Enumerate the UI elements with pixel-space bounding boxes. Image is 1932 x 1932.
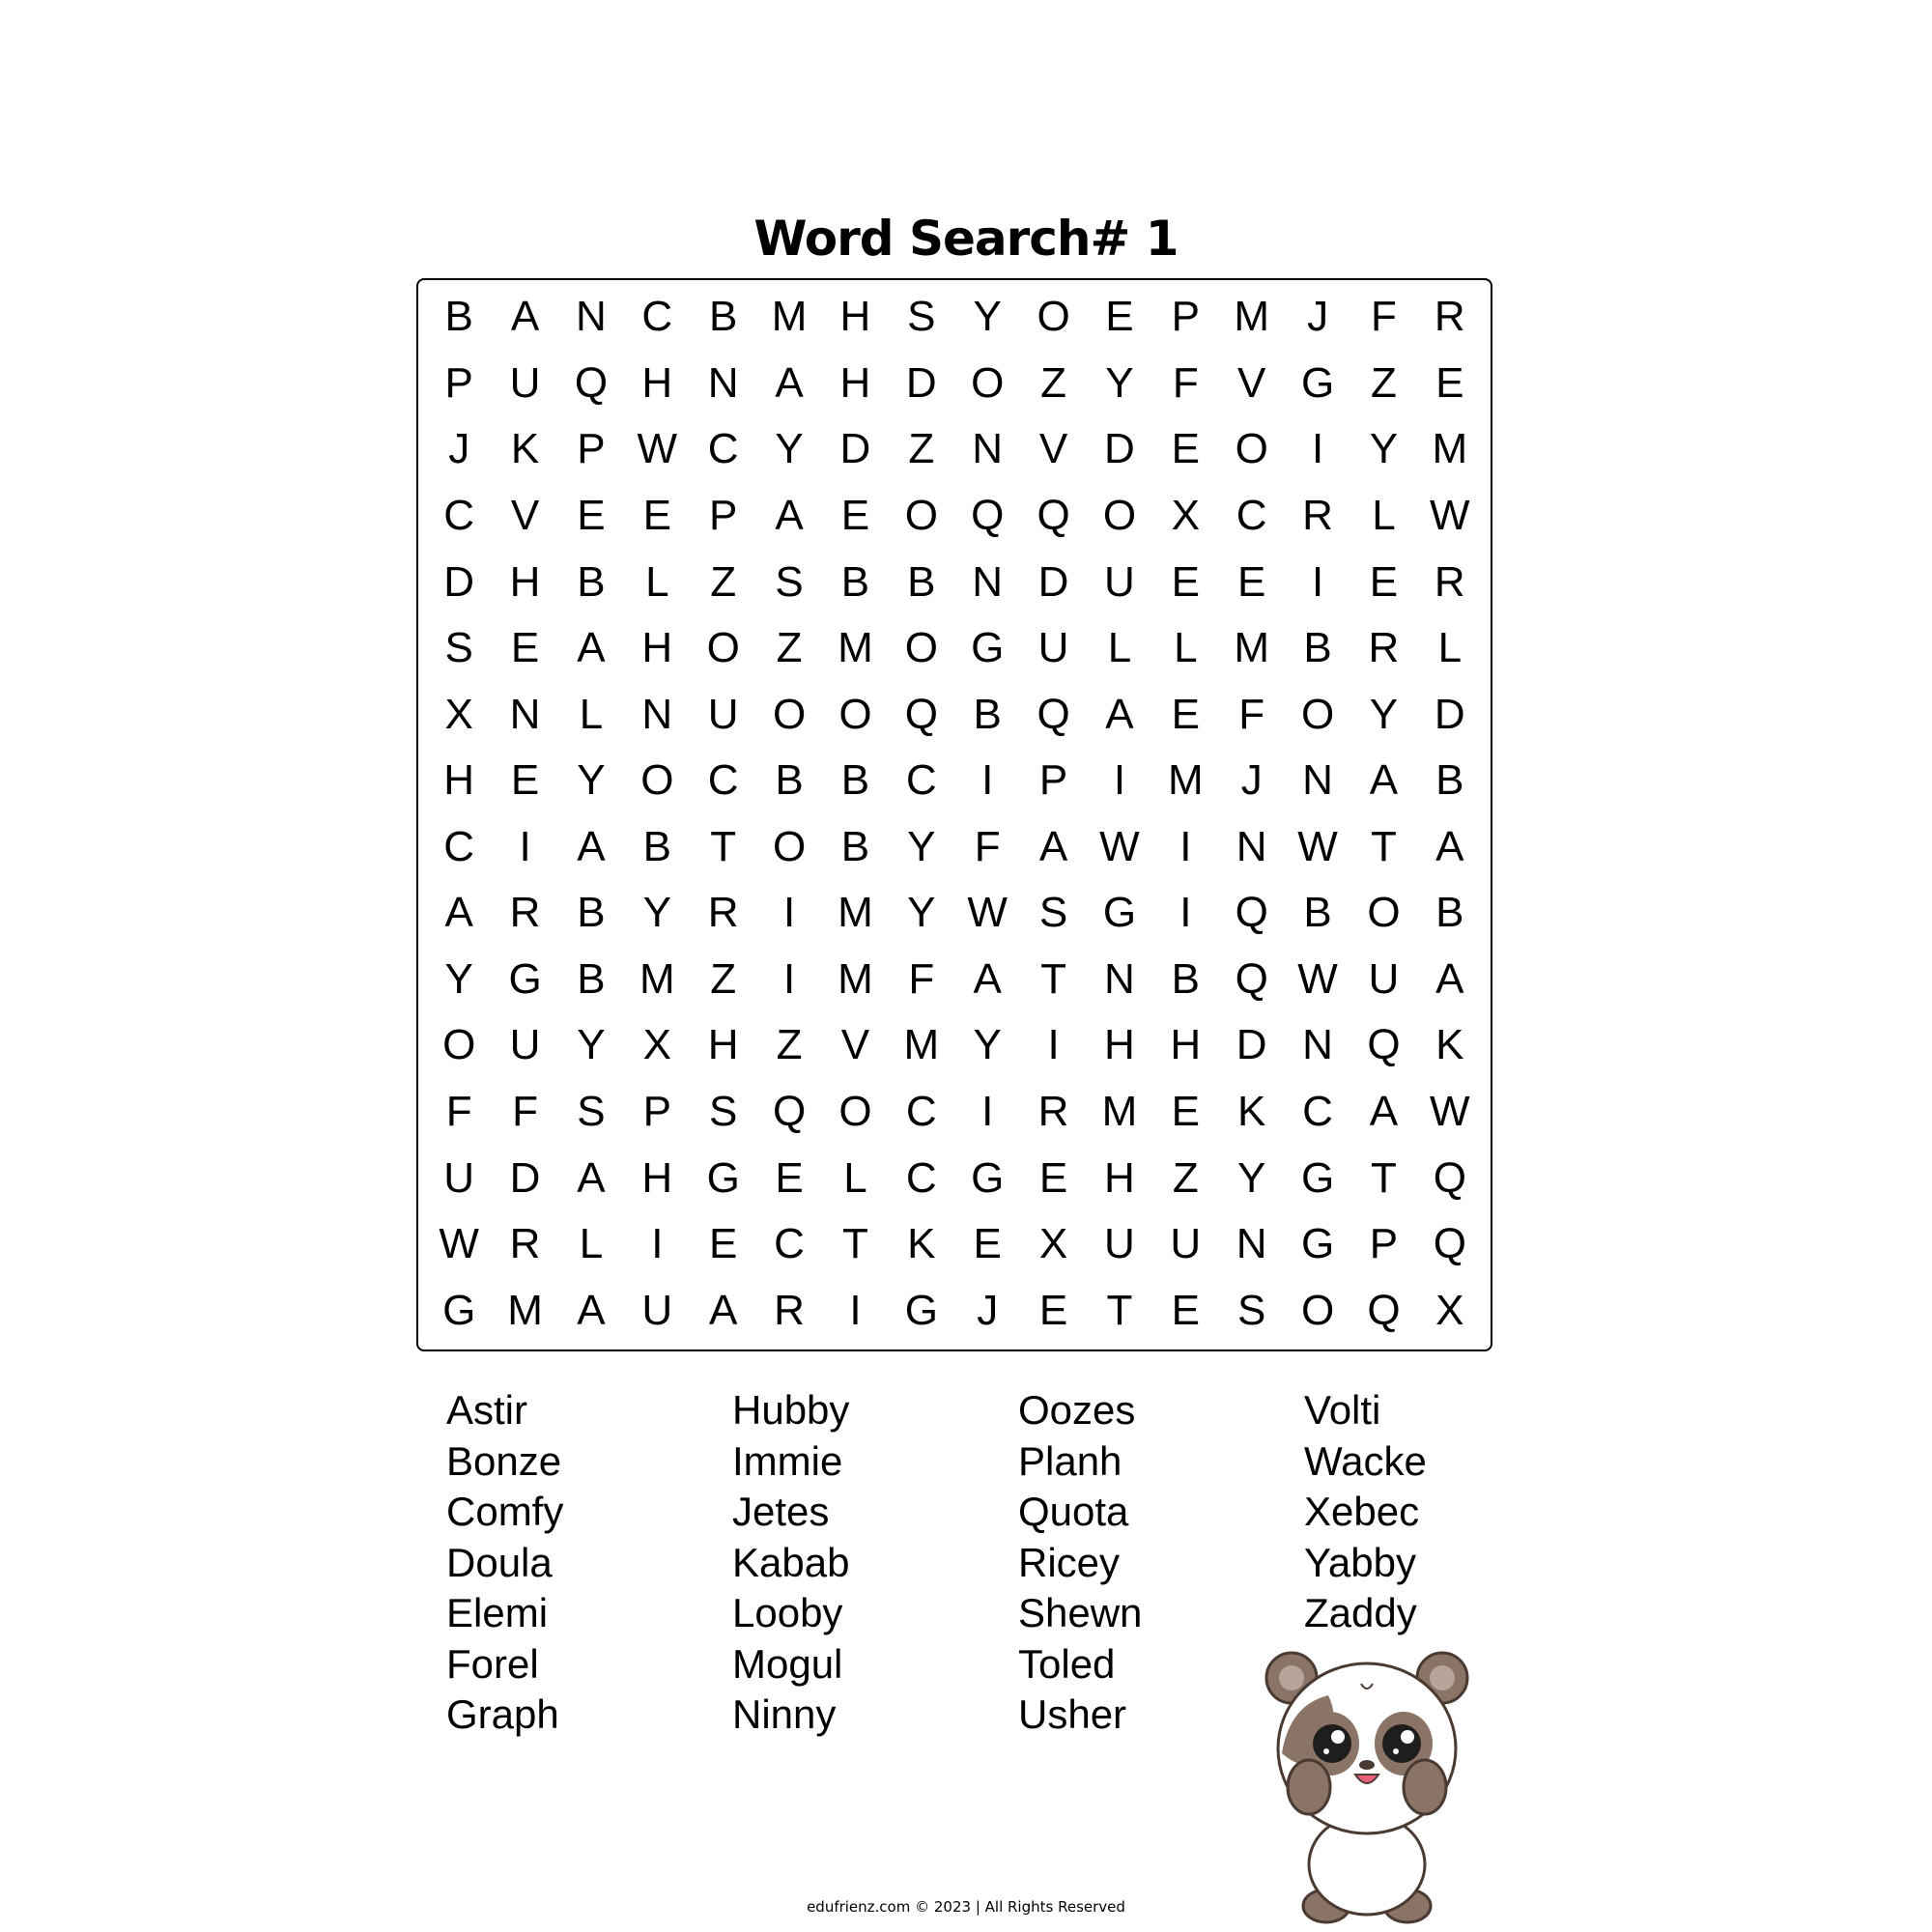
grid-letter: K xyxy=(1435,1021,1464,1069)
grid-letter: E xyxy=(642,491,671,539)
grid-letter: I xyxy=(519,822,531,870)
grid-letter: O xyxy=(1300,1286,1335,1334)
grid-letter: R xyxy=(707,889,739,937)
grid-letter: H xyxy=(443,756,475,805)
grid-letter: Z xyxy=(1370,358,1397,407)
grid-letter: B xyxy=(973,690,1002,738)
grid-letter: A xyxy=(577,624,606,672)
grid-letter: I xyxy=(782,954,796,1003)
grid-letter: U xyxy=(509,358,541,407)
grid-letter: O xyxy=(838,690,872,738)
grid-letter: B xyxy=(1303,889,1332,937)
word-list-item: Ninny xyxy=(732,1691,837,1737)
grid-letter: T xyxy=(710,822,737,870)
grid-letter: I xyxy=(981,756,994,805)
grid-letter: D xyxy=(905,358,937,407)
grid-letter: B xyxy=(577,889,606,937)
grid-letter: M xyxy=(639,954,675,1003)
word-column xyxy=(732,1385,849,1741)
grid-letter: R xyxy=(1434,557,1465,606)
grid-letter: M xyxy=(838,889,873,937)
grid-letter: E xyxy=(775,1153,804,1202)
grid-letter: P xyxy=(1038,756,1068,805)
grid-letter: U xyxy=(1368,954,1400,1003)
word-list-item: Shewn xyxy=(1018,1590,1143,1635)
grid-letter: O xyxy=(772,822,807,870)
grid-letter: G xyxy=(706,1153,740,1202)
grid-letter: M xyxy=(903,1021,940,1069)
grid-letter: Z xyxy=(1172,1153,1199,1202)
grid-letter: N xyxy=(576,293,607,341)
grid-letter: E xyxy=(1435,358,1464,407)
grid-letter: M xyxy=(1234,624,1270,672)
grid-letter: O xyxy=(1300,690,1335,738)
grid-letter: U xyxy=(1104,1220,1135,1268)
grid-letter: J xyxy=(1240,756,1263,805)
grid-letter: E xyxy=(510,756,540,805)
grid-letter: B xyxy=(577,557,606,606)
grid-letter: Z xyxy=(1040,358,1066,407)
word-list-item: Forel xyxy=(446,1640,539,1687)
grid-letter: U xyxy=(443,1153,475,1202)
copyright-footer: edufrienz.com © 2023 | All Rights Reserved xyxy=(807,1898,1125,1916)
grid-letter: J xyxy=(1307,293,1329,341)
grid-letter: S xyxy=(577,1088,606,1136)
grid-letter: C xyxy=(774,1220,805,1268)
grid-letter: E xyxy=(709,1220,738,1268)
word-search-grid xyxy=(416,278,1492,1351)
grid-letter: A xyxy=(775,491,804,539)
grid-letter: P xyxy=(444,358,473,407)
grid-letter: H xyxy=(641,358,673,407)
grid-letter: O xyxy=(1235,425,1268,473)
grid-letter: O xyxy=(706,624,740,672)
grid-letter: L xyxy=(579,690,604,738)
grid-letter: F xyxy=(445,1088,472,1136)
word-list-item: Quota xyxy=(1018,1489,1129,1534)
word-list-item: Planh xyxy=(1018,1437,1122,1484)
grid-letter: G xyxy=(1300,1153,1335,1202)
grid-letter: A xyxy=(1435,822,1464,870)
grid-letter: R xyxy=(509,1220,541,1268)
grid-letter: B xyxy=(1435,889,1464,937)
grid-letter: W xyxy=(1297,822,1338,870)
page-title: Word Search# 1 xyxy=(753,211,1179,267)
grid-letter: Y xyxy=(907,822,936,870)
word-list-item: Doula xyxy=(446,1539,553,1585)
grid-letter: Y xyxy=(1369,425,1399,473)
grid-letter: S xyxy=(1038,889,1068,937)
grid-letter: Q xyxy=(772,1088,807,1136)
grid-letter: Y xyxy=(775,425,804,473)
grid-letter: Q xyxy=(971,491,1005,539)
grid-letter: Q xyxy=(1367,1021,1401,1069)
grid-letter: C xyxy=(905,1153,937,1202)
grid-letter: S xyxy=(444,624,473,672)
grid-letter: W xyxy=(439,1220,479,1268)
grid-letter: L xyxy=(645,557,669,606)
grid-letter: Y xyxy=(444,954,473,1003)
word-list-item: Yabby xyxy=(1304,1539,1416,1585)
grid-letter: B xyxy=(709,293,738,341)
grid-letter: D xyxy=(443,557,475,606)
grid-letter: X xyxy=(444,690,473,738)
grid-letter: Z xyxy=(776,624,803,672)
grid-letter: B xyxy=(1171,954,1200,1003)
grid-letter: Q xyxy=(1235,954,1268,1003)
grid-letter: A xyxy=(577,822,606,870)
grid-letter: X xyxy=(1038,1220,1068,1268)
grid-letter: V xyxy=(1237,358,1266,407)
grid-letter: P xyxy=(642,1088,671,1136)
grid-letter: Y xyxy=(577,1021,606,1069)
grid-letter: P xyxy=(577,425,606,473)
grid-letter: U xyxy=(1104,557,1135,606)
word-list-item: Toled xyxy=(1018,1640,1116,1687)
grid-letter: Z xyxy=(776,1021,803,1069)
grid-letter: B xyxy=(642,822,671,870)
word-list-item: Bonze xyxy=(446,1437,562,1484)
word-list-item: Elemi xyxy=(446,1590,549,1635)
grid-letter: U xyxy=(1037,624,1069,672)
grid-letter: A xyxy=(1369,756,1399,805)
grid-letter: R xyxy=(1368,624,1400,672)
grid-letter: H xyxy=(1104,1153,1135,1202)
grid-letter: R xyxy=(774,1286,805,1334)
grid-letter: S xyxy=(709,1088,738,1136)
grid-letter: I xyxy=(1047,1021,1060,1069)
grid-letter: S xyxy=(1237,1286,1266,1334)
grid-letter: H xyxy=(1104,1021,1135,1069)
grid-letter: R xyxy=(1434,293,1465,341)
grid-letter: A xyxy=(775,358,804,407)
grid-letter: F xyxy=(512,1088,538,1136)
grid-letter: N xyxy=(1236,822,1267,870)
grid-letter: E xyxy=(1171,690,1200,738)
grid-letter: W xyxy=(1099,822,1140,870)
grid-letter: E xyxy=(1038,1286,1068,1334)
grid-letter: H xyxy=(1170,1021,1202,1069)
grid-letter: Z xyxy=(710,954,737,1003)
grid-letter: P xyxy=(1171,293,1200,341)
grid-letter: N xyxy=(972,557,1004,606)
grid-letter: T xyxy=(1040,954,1066,1003)
word-list-item: Xebec xyxy=(1304,1489,1420,1534)
grid-letter: E xyxy=(1171,1088,1200,1136)
grid-letter: Q xyxy=(1037,491,1070,539)
grid-letter: N xyxy=(1236,1220,1267,1268)
grid-letter: G xyxy=(1102,889,1137,937)
grid-letter: B xyxy=(444,293,473,341)
grid-letter: X xyxy=(642,1021,671,1069)
grid-letter: I xyxy=(1113,756,1126,805)
grid-letter: Y xyxy=(1237,1153,1266,1202)
grid-letter: M xyxy=(838,624,873,672)
grid-letter: H xyxy=(641,624,673,672)
grid-letter: V xyxy=(840,1021,870,1069)
grid-letter: E xyxy=(1038,1153,1068,1202)
grid-letter: W xyxy=(1297,954,1338,1003)
word-list-item: Volti xyxy=(1304,1387,1381,1433)
grid-letter: V xyxy=(1038,425,1068,473)
grid-letter: D xyxy=(1434,690,1465,738)
word-list-item: Mogul xyxy=(732,1640,843,1687)
grid-letter: O xyxy=(1367,889,1401,937)
grid-letter: W xyxy=(1430,1088,1470,1136)
grid-letter: D xyxy=(839,425,871,473)
word-list-item: Zaddy xyxy=(1304,1590,1417,1635)
grid-letter: O xyxy=(1037,293,1070,341)
grid-letter: G xyxy=(971,624,1005,672)
grid-letter: N xyxy=(707,358,739,407)
grid-letter: G xyxy=(442,1286,476,1334)
grid-letter: O xyxy=(971,358,1005,407)
grid-letter: R xyxy=(509,889,541,937)
grid-letter: I xyxy=(1179,889,1192,937)
grid-letter: E xyxy=(1105,293,1134,341)
grid-letter: I xyxy=(849,1286,862,1334)
grid-letter: A xyxy=(577,1153,606,1202)
grid-letter: G xyxy=(508,954,542,1003)
grid-letter: H xyxy=(839,293,871,341)
grid-letter: A xyxy=(1038,822,1068,870)
grid-letter: I xyxy=(1311,557,1324,606)
grid-letter: O xyxy=(838,1088,872,1136)
grid-letter: U xyxy=(509,1021,541,1069)
grid-letter: N xyxy=(1302,756,1333,805)
grid-letter: C xyxy=(905,756,937,805)
grid-letter: G xyxy=(904,1286,938,1334)
grid-letter: X xyxy=(1435,1286,1464,1334)
grid-letter: F xyxy=(1238,690,1265,738)
grid-letter: M xyxy=(507,1286,543,1334)
grid-letter: Q xyxy=(904,690,938,738)
word-list-item: Comfy xyxy=(446,1489,564,1534)
grid-letter: O xyxy=(1102,491,1137,539)
grid-letter: U xyxy=(707,690,739,738)
grid-letter: I xyxy=(782,889,796,937)
grid-letter: F xyxy=(1370,293,1397,341)
letter-grid xyxy=(418,280,1491,1350)
grid-letter: H xyxy=(839,358,871,407)
grid-letter: G xyxy=(1300,358,1335,407)
grid-letter: Q xyxy=(574,358,609,407)
grid-letter: Y xyxy=(907,889,936,937)
grid-letter: A xyxy=(1105,690,1134,738)
grid-letter: S xyxy=(907,293,936,341)
grid-letter: L xyxy=(1107,624,1132,672)
word-column xyxy=(1304,1385,1427,1639)
grid-letter: W xyxy=(967,889,1008,937)
grid-letter: B xyxy=(775,756,804,805)
grid-letter: D xyxy=(1037,557,1069,606)
grid-letter: T xyxy=(1106,1286,1133,1334)
grid-letter: B xyxy=(840,822,870,870)
grid-letter: V xyxy=(510,491,540,539)
word-list-item: Oozes xyxy=(1018,1387,1136,1433)
grid-letter: E xyxy=(840,491,870,539)
word-list-item: Graph xyxy=(446,1691,559,1737)
grid-letter: B xyxy=(1435,756,1464,805)
grid-letter: Y xyxy=(1105,358,1134,407)
grid-letter: R xyxy=(1302,491,1333,539)
grid-letter: B xyxy=(577,954,606,1003)
grid-letter: L xyxy=(1437,624,1463,672)
grid-letter: K xyxy=(907,1220,936,1268)
grid-letter: G xyxy=(971,1153,1005,1202)
grid-letter: U xyxy=(641,1286,673,1334)
grid-letter: M xyxy=(1432,425,1468,473)
word-list-item: Ricey xyxy=(1018,1539,1121,1585)
grid-letter: Y xyxy=(973,293,1002,341)
grid-letter: D xyxy=(1104,425,1135,473)
grid-letter: F xyxy=(1172,358,1199,407)
grid-letter: Q xyxy=(1433,1153,1466,1202)
grid-letter: Y xyxy=(642,889,671,937)
grid-letter: D xyxy=(1236,1021,1267,1069)
word-list-item: Kabab xyxy=(732,1539,850,1585)
grid-letter: C xyxy=(443,822,475,870)
grid-letter: M xyxy=(771,293,808,341)
grid-letter: A xyxy=(709,1286,738,1334)
grid-letter: D xyxy=(509,1153,541,1202)
grid-letter: C xyxy=(1302,1088,1333,1136)
grid-letter: H xyxy=(509,557,541,606)
grid-letter: I xyxy=(981,1088,994,1136)
grid-letter: N xyxy=(1104,954,1135,1003)
grid-letter: Z xyxy=(908,425,935,473)
grid-letter: Q xyxy=(1433,1220,1466,1268)
grid-letter: E xyxy=(1171,557,1200,606)
grid-letter: N xyxy=(1302,1021,1333,1069)
grid-letter: A xyxy=(973,954,1002,1003)
word-list-item: Jetes xyxy=(732,1489,830,1534)
grid-letter: B xyxy=(907,557,936,606)
grid-letter: C xyxy=(905,1088,937,1136)
grid-letter: P xyxy=(709,491,738,539)
grid-letter: E xyxy=(1369,557,1399,606)
word-list-item: Immie xyxy=(732,1437,843,1484)
word-list-item: Looby xyxy=(732,1590,843,1635)
grid-letter: W xyxy=(1430,491,1470,539)
grid-letter: T xyxy=(1370,1153,1397,1202)
grid-letter: K xyxy=(1237,1088,1266,1136)
grid-letter: A xyxy=(1369,1088,1399,1136)
word-list-item: Astir xyxy=(446,1387,527,1433)
grid-letter: Q xyxy=(1235,889,1268,937)
grid-letter: O xyxy=(640,756,674,805)
grid-letter: J xyxy=(977,1286,999,1334)
grid-letter: O xyxy=(904,491,938,539)
grid-letter: C xyxy=(443,491,475,539)
grid-letter: B xyxy=(1303,624,1332,672)
grid-letter: Y xyxy=(577,756,606,805)
grid-letter: L xyxy=(843,1153,867,1202)
grid-letter: Q xyxy=(1037,690,1070,738)
grid-letter: R xyxy=(1037,1088,1069,1136)
grid-letter: C xyxy=(707,425,739,473)
grid-letter: E xyxy=(1237,557,1266,606)
grid-letter: Z xyxy=(710,557,737,606)
grid-letter: M xyxy=(1234,293,1270,341)
grid-letter: F xyxy=(908,954,935,1003)
word-list-item: Wacke xyxy=(1304,1437,1427,1484)
panda-illustration xyxy=(1261,1647,1473,1927)
grid-letter: S xyxy=(775,557,804,606)
grid-letter: L xyxy=(579,1220,604,1268)
grid-letter: M xyxy=(1101,1088,1138,1136)
grid-letter: C xyxy=(1236,491,1267,539)
grid-letter: E xyxy=(510,624,540,672)
grid-letter: J xyxy=(448,425,470,473)
grid-letter: E xyxy=(577,491,606,539)
grid-letter: A xyxy=(577,1286,606,1334)
grid-letter: Y xyxy=(973,1021,1002,1069)
grid-letter: T xyxy=(841,1220,868,1268)
grid-letter: M xyxy=(838,954,873,1003)
grid-letter: I xyxy=(1179,822,1192,870)
grid-letter: A xyxy=(510,293,540,341)
word-column xyxy=(446,1385,563,1741)
grid-letter: A xyxy=(1435,954,1464,1003)
grid-letter: Q xyxy=(1367,1286,1401,1334)
word-column xyxy=(1018,1385,1142,1741)
grid-letter: N xyxy=(641,690,673,738)
grid-letter: K xyxy=(510,425,540,473)
grid-letter: B xyxy=(840,557,870,606)
grid-letter: F xyxy=(974,822,1001,870)
grid-letter: H xyxy=(707,1021,739,1069)
grid-letter: O xyxy=(442,1021,476,1069)
grid-letter: H xyxy=(641,1153,673,1202)
grid-letter: P xyxy=(1369,1220,1399,1268)
grid-letter: N xyxy=(509,690,541,738)
word-list-item: Hubby xyxy=(732,1387,850,1433)
grid-letter: I xyxy=(1311,425,1324,473)
grid-letter: B xyxy=(840,756,870,805)
grid-letter: M xyxy=(1167,756,1204,805)
grid-letter: C xyxy=(707,756,739,805)
grid-letter: I xyxy=(651,1220,664,1268)
grid-letter: O xyxy=(904,624,938,672)
grid-letter: E xyxy=(973,1220,1002,1268)
grid-letter: G xyxy=(1300,1220,1335,1268)
grid-letter: A xyxy=(444,889,473,937)
grid-letter: U xyxy=(1170,1220,1202,1268)
grid-letter: C xyxy=(641,293,673,341)
grid-letter: T xyxy=(1370,822,1397,870)
grid-letter: L xyxy=(1174,624,1198,672)
grid-letter: E xyxy=(1171,1286,1200,1334)
word-list-item: Usher xyxy=(1018,1691,1127,1737)
grid-letter: O xyxy=(772,690,807,738)
grid-letter: Y xyxy=(1369,690,1399,738)
grid-letter: N xyxy=(972,425,1004,473)
grid-letter: L xyxy=(1372,491,1396,539)
grid-letter: E xyxy=(1171,425,1200,473)
grid-letter: X xyxy=(1171,491,1200,539)
grid-letter: W xyxy=(637,425,678,473)
